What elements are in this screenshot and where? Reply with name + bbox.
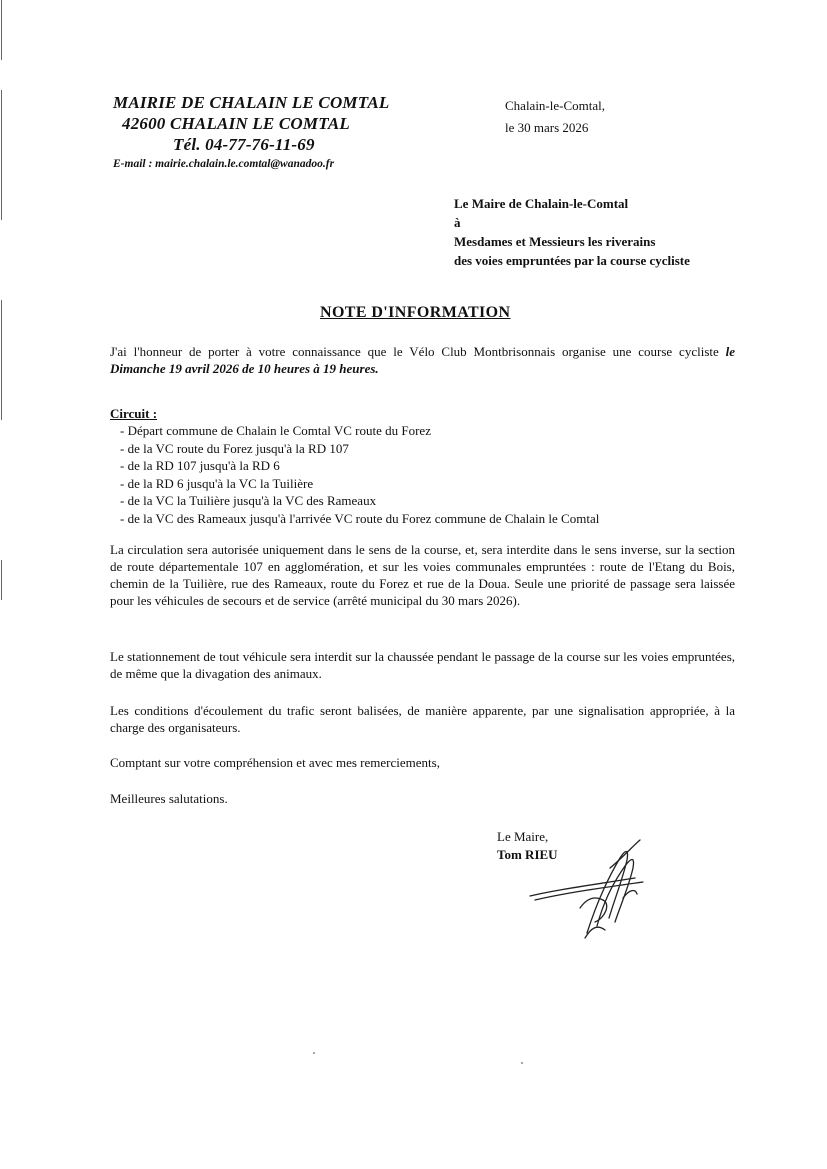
list-item: - Départ commune de Chalain le Comtal VC route du Forez [120, 422, 720, 440]
list-item: - de la RD 6 jusqu'à la VC la Tuilière [120, 475, 720, 493]
signature-name: Tom RIEU [497, 847, 558, 862]
list-item: - de la VC route du Forez jusqu'à la RD 107 [120, 440, 720, 458]
scan-speck [313, 1052, 315, 1054]
circuit-list [120, 422, 720, 527]
paragraph-stationnement: Le stationnement de tout véhicule sera interdit sur la chaussée pendant le passage de la course sur les voies empruntées, de même que la divagation des animaux. [110, 649, 735, 681]
place-date [505, 95, 605, 139]
document-title: NOTE D'INFORMATION [320, 304, 511, 321]
org-address: 42600 CHALAIN LE COMTAL [122, 114, 350, 133]
recipient-sender: Le Maire de Chalain-le-Comtal [454, 196, 629, 211]
letterhead [113, 92, 390, 155]
list-item: - de la RD 107 jusqu'à la RD 6 [120, 457, 720, 475]
paragraph-circulation: La circulation sera autorisée uniquement dans le sens de la course, et, sera interdite dans le sens inverse, sur la section de route départementale 107 en agglomération, et sur les voies communales empruntées : route de l'Etang du Bois, chemin de la Tuilière, rue des Rameaux, route du Forez et rue de la Doua. Seule une priorité de passage sera laissée pour les véhicules de secours et de service (arrêté municipal du 30 mars 2026). [110, 542, 735, 608]
paragraph-thanks: Comptant sur votre compréhension et avec mes remerciements, [110, 755, 440, 770]
recipient-audience: Mesdames et Messieurs les riverains [454, 234, 656, 249]
scan-edge-artifact [1, 560, 2, 600]
place: Chalain-le-Comtal, [505, 98, 606, 113]
circuit-title: Circuit : [110, 406, 158, 421]
list-item: - de la VC la Tuilière jusqu'à la VC des Rameaux [120, 492, 720, 510]
recipient-to: à [454, 215, 461, 230]
scan-edge-artifact [1, 300, 2, 420]
date: le 30 mars 2026 [505, 120, 589, 135]
intro-emphasis: le Dimanche 19 avril 2026 de 10 heures à 19 heures. [110, 344, 735, 376]
intro-paragraph [110, 343, 735, 377]
signature-role: Le Maire, [497, 829, 549, 844]
org-name: MAIRIE DE CHALAIN LE COMTAL [113, 93, 390, 112]
scan-speck [521, 1062, 523, 1064]
handwritten-signature [525, 838, 655, 948]
intro-text: J'ai l'honneur de porter à votre connaissance que le Vélo Club Montbrisonnais organise une course cycliste [110, 344, 726, 359]
scan-edge-artifact [1, 0, 2, 60]
org-email: E-mail : mairie.chalain.le.comtal@wanadoo.fr [113, 158, 335, 170]
scan-edge-artifact [1, 90, 2, 220]
list-item: - de la VC des Rameaux jusqu'à l'arrivée VC route du Forez commune de Chalain le Comtal [120, 510, 720, 528]
recipient-audience-detail: des voies empruntées par la course cycliste [454, 253, 690, 268]
recipient-block [454, 194, 690, 270]
paragraph-conditions: Les conditions d'écoulement du trafic seront balisées, de manière apparente, par une signalisation appropriée, à la charge des organisateurs. [110, 703, 735, 735]
paragraph-closing: Meilleures salutations. [110, 791, 228, 806]
org-phone: Tél. 04-77-76-11-69 [173, 135, 315, 154]
